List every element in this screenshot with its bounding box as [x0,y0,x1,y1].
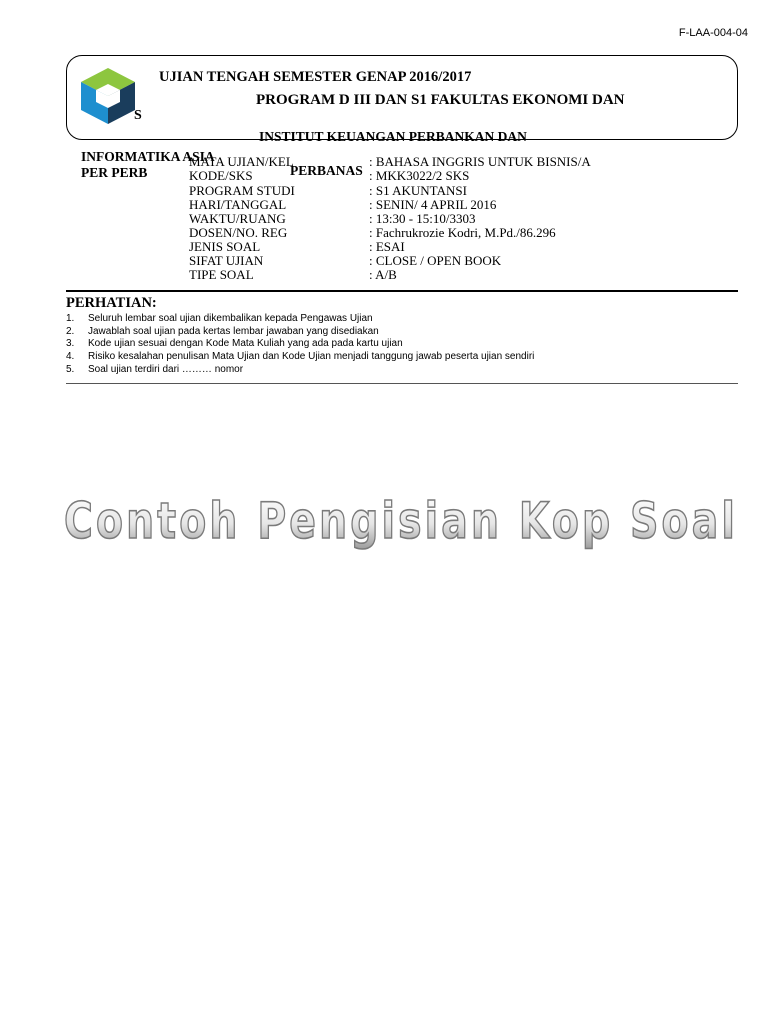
info-value: : Fachrukrozie Kodri, M.Pd./86.296 [369,225,556,240]
info-label: WAKTU/RUANG [189,211,286,226]
info-value: : ESAI [369,239,405,254]
info-label: DOSEN/NO. REG [189,225,288,240]
info-label: PROGRAM STUDI [189,183,295,198]
list-item [66,338,403,349]
sample-watermark [64,484,744,554]
list-item-text: Seluruh lembar soal ujian dikembalikan kepada Pengawas Ujian [88,313,373,324]
list-item-text: Risiko kesalahan penulisan Mata Ujian dan Kode Ujian menjadi tanggung jawab peserta ujian sendiri [88,351,535,362]
institute-abbrev: PER PERB [81,165,148,180]
institute-title: INSTITUT KEUANGAN PERBANKAN DAN [259,129,527,144]
list-item [66,364,243,375]
watermark-text: Contoh Pengisian Kop Soal [64,492,738,550]
notice-divider [66,383,738,384]
institute-title-cont: INFORMATIKA ASIA [81,149,215,164]
info-label: TIPE SOAL [189,267,254,282]
list-item-text: Kode ujian sesuai dengan Kode Mata Kuliah yang ada pada kartu ujian [88,338,403,349]
section-divider [66,290,738,292]
list-item-number: 4. [66,351,75,362]
info-label: JENIS SOAL [189,239,261,254]
exam-title: UJIAN TENGAH SEMESTER GENAP 2016/2017 [159,69,472,85]
institution-logo [79,66,137,126]
form-code: F-LAA-004-04 [678,27,748,39]
info-value: : 13:30 - 15:10/3303 [369,211,476,226]
info-value: : MKK3022/2 SKS [369,168,470,183]
list-item-text: Soal ujian terdiri dari ……… nomor [88,364,244,375]
info-value: : SENIN/ 4 APRIL 2016 [369,197,497,212]
info-label: KODE/SKS [189,168,253,183]
info-value: : BAHASA INGGRIS UNTUK BISNIS/A [369,154,591,169]
info-value: : CLOSE / OPEN BOOK [369,253,502,268]
list-item-number: 5. [66,364,75,375]
list-item-number: 2. [66,326,75,337]
notice-title: PERHATIAN: [66,295,157,311]
institute-name: PERBANAS [290,163,363,178]
list-item [66,351,534,362]
list-item-number: 1. [66,313,75,324]
info-label: MATA UJIAN/KEL [189,154,294,169]
program-title: PROGRAM D III DAN S1 FAKULTAS EKONOMI DAN [256,92,625,108]
list-item [66,326,379,337]
list-item [66,313,373,324]
info-value: : S1 AKUNTANSI [369,183,467,198]
list-item-number: 3. [66,338,75,349]
list-item-text: Jawablah soal ujian pada kertas lembar jawaban yang disediakan [88,326,379,337]
info-label: HARI/TANGGAL [189,197,287,212]
info-label: SIFAT UJIAN [189,253,264,268]
info-value: : A/B [369,267,397,282]
logo-caption: S [134,108,142,123]
